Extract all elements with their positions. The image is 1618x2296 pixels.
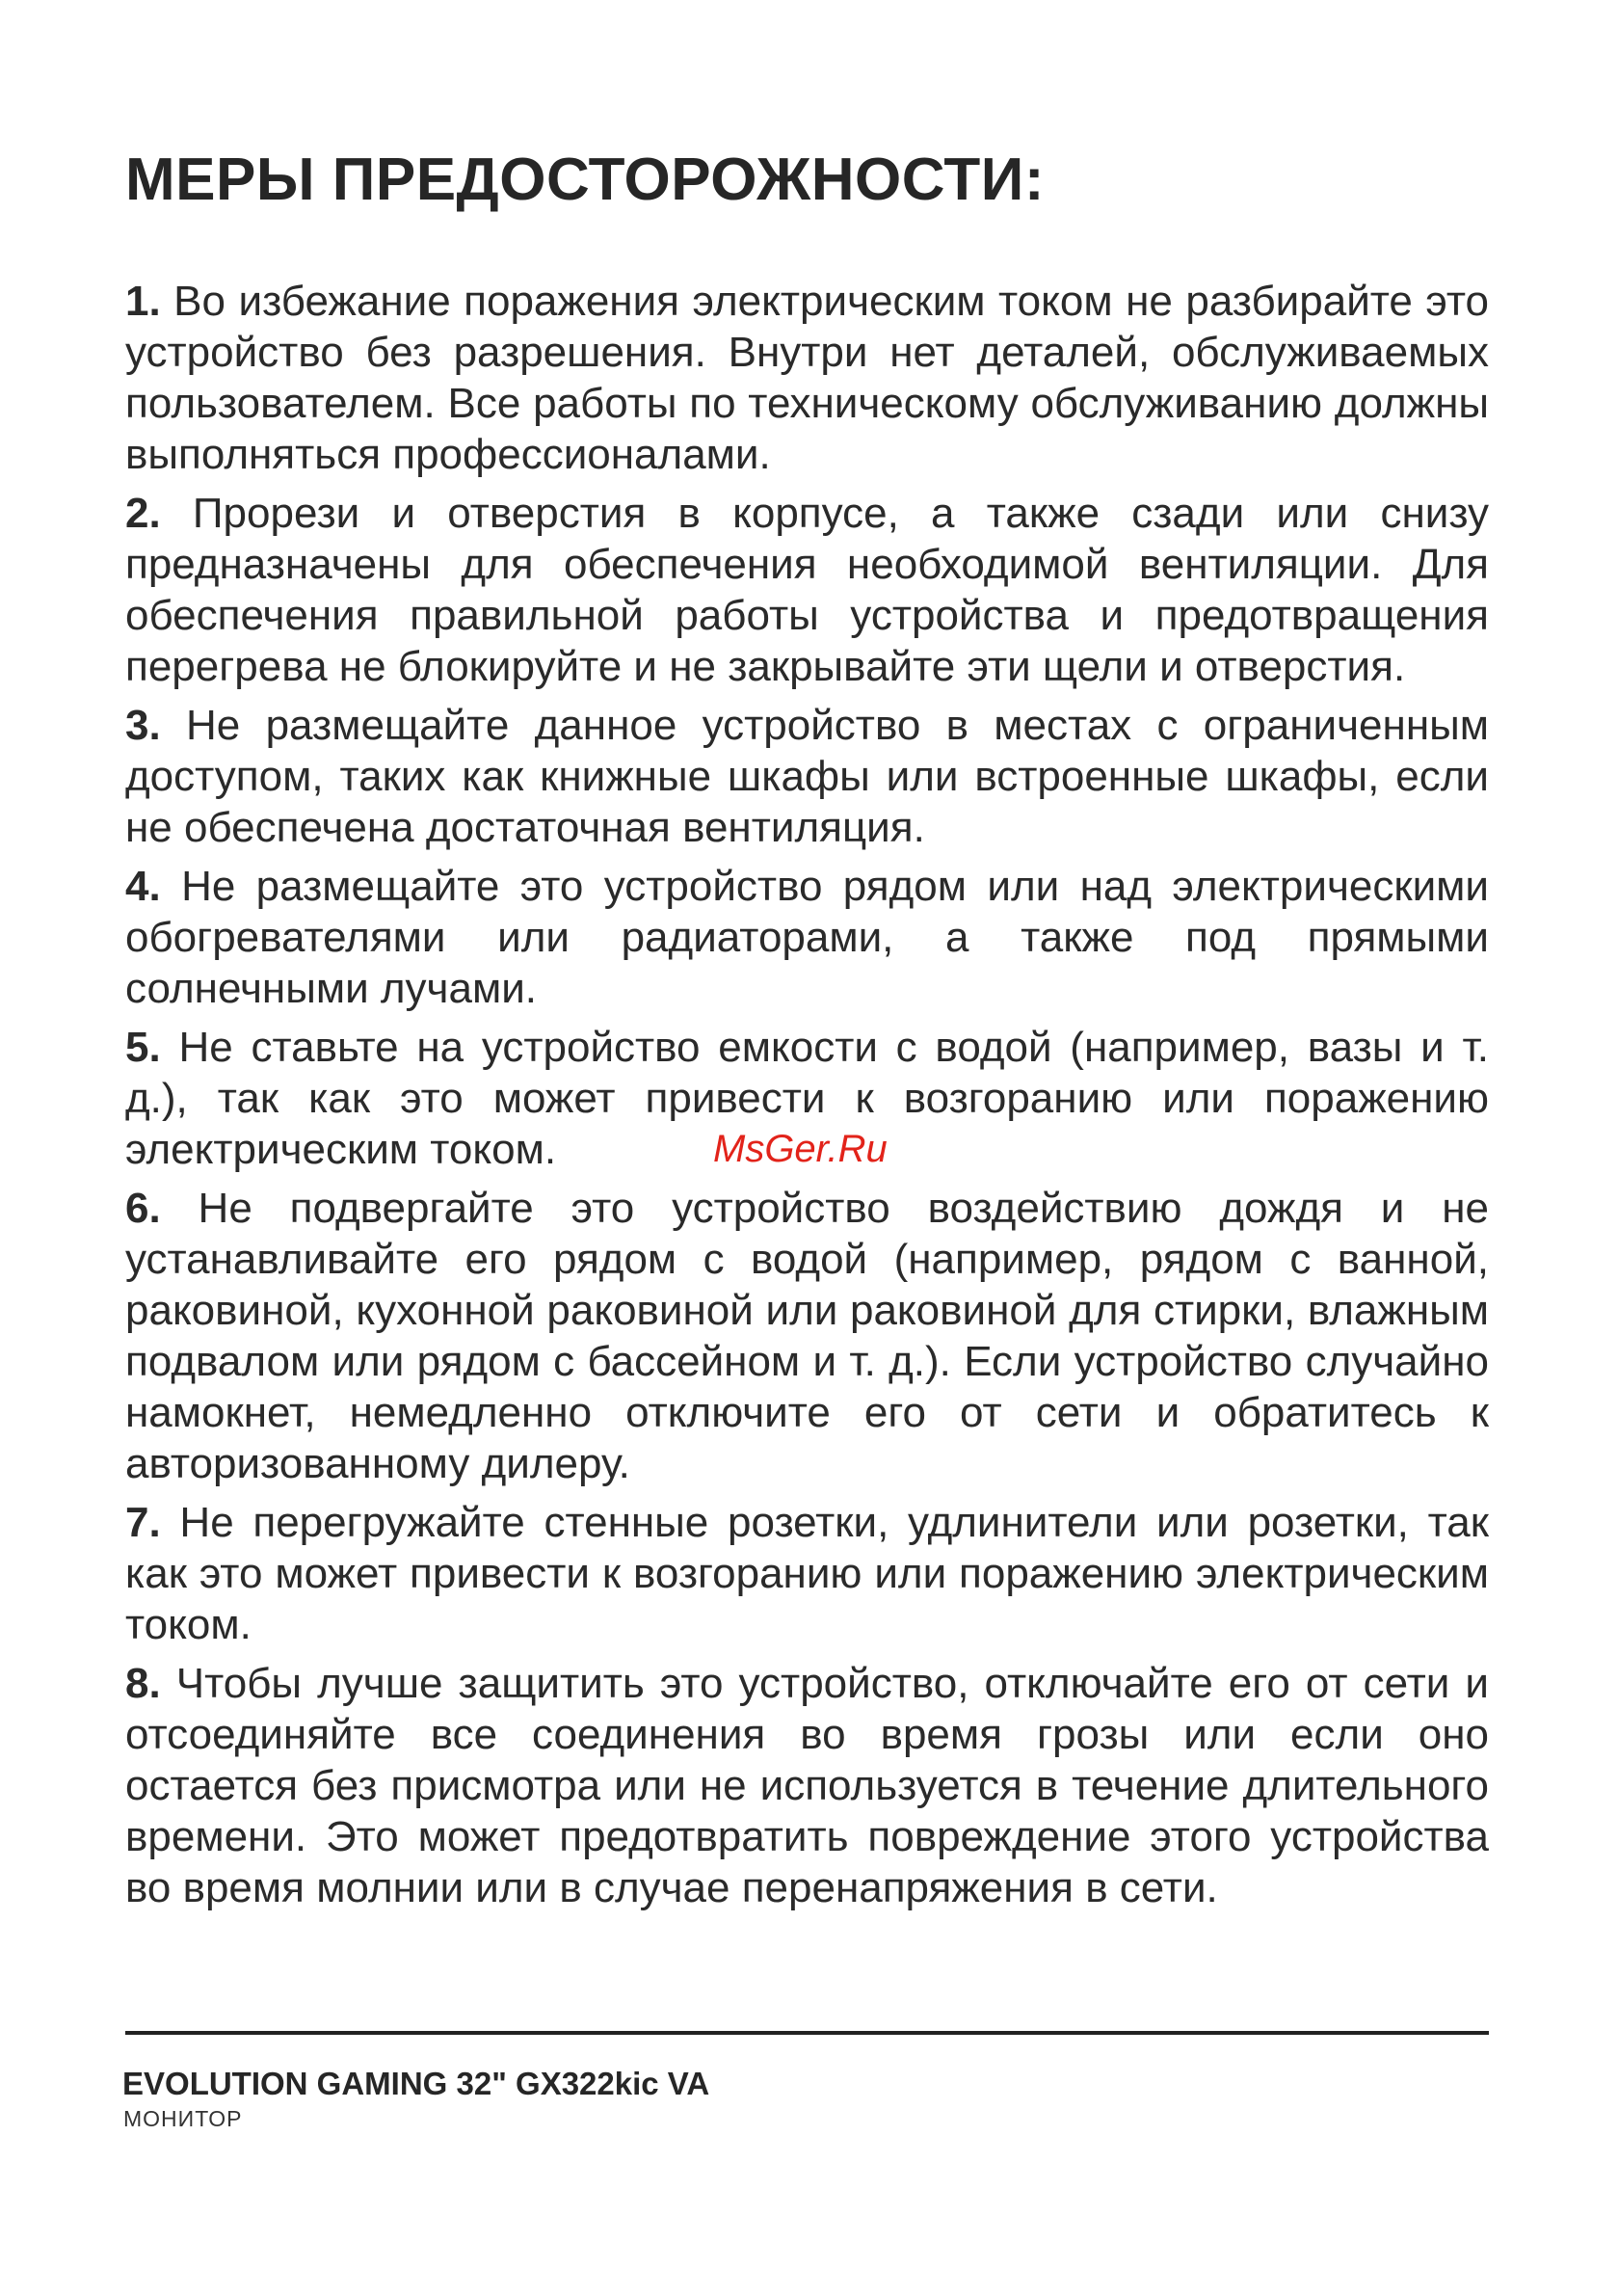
- item-text: Чтобы лучше защитить это устройство, отключайте его от сети и отсоединяйте все соединения во время грозы или если оно остается без присмотра или не используется в течение длительного времени. Это может предотвратить повреждение этого устройства во время молнии или в случае перенапряжения в сети.: [125, 1660, 1489, 1912]
- footer-model: EVOLUTION GAMING 32" GX322kic VA: [122, 2066, 710, 2101]
- safety-item-3: [125, 700, 1489, 853]
- footer-product-type: МОНИТОР: [123, 2106, 243, 2131]
- item-text: Не ставьте на устройство емкости с водой (например, вазы и т. д.), так как это может привести к возгоранию или поражению электрическим током.: [125, 1024, 1489, 1174]
- item-text: Прорези и отверстия в корпусе, а также сзади или снизу предназначены для обеспечения необходимой вентиляции. Для обеспечения правильной работы устройства и предотвращения перегрева не блокируйте и не закрывайте эти щели и отверстия.: [125, 490, 1489, 691]
- item-number: 7.: [125, 1499, 161, 1547]
- safety-item-8: [125, 1658, 1489, 1913]
- safety-item-2: [125, 488, 1489, 692]
- safety-item-1: [125, 276, 1489, 480]
- item-text: Не перегружайте стенные розетки, удлинители или розетки, так как это может привести к возгоранию или поражению электрическим током.: [125, 1499, 1489, 1649]
- safety-item-4: [125, 861, 1489, 1014]
- item-number: 1.: [125, 278, 161, 326]
- page-title: МЕРЫ ПРЕДОСТОРОЖНОСТИ:: [125, 147, 1046, 213]
- item-number: 3.: [125, 702, 161, 750]
- item-number: 2.: [125, 490, 161, 538]
- item-text: Не размещайте это устройство рядом или над электрическими обогревателями или радиаторами, а также под прямыми солнечными лучами.: [125, 863, 1489, 1013]
- item-number: 5.: [125, 1024, 161, 1072]
- document-page: [125, 145, 1489, 1921]
- footer-divider: [125, 2031, 1489, 2035]
- item-number: 4.: [125, 863, 161, 911]
- item-number: 6.: [125, 1185, 161, 1233]
- safety-item-6: [125, 1183, 1489, 1489]
- watermark: MsGer.Ru: [713, 1128, 888, 1170]
- item-text: Не размещайте данное устройство в местах с ограниченным доступом, таких как книжные шкафы или встроенные шкафы, если не обеспечена достаточная вентиляция.: [125, 702, 1489, 852]
- item-number: 8.: [125, 1660, 161, 1708]
- safety-item-7: [125, 1497, 1489, 1650]
- item-text: Не подвергайте это устройство воздействию дождя и не устанавливайте его рядом с водой (например, рядом с ванной, раковиной, кухонной раковиной или раковиной для стирки, влажным подвалом или рядом с бассейном и т. д.). Если устройство случайно намокнет, немедленно отключите его от сети и обратитесь к авторизованному дилеру.: [125, 1185, 1489, 1488]
- item-text: Во избежание поражения электрическим током не разбирайте это устройство без разрешения. Внутри нет деталей, обслуживаемых пользователем. Все работы по техническому обслуживанию должны выполняться профессионалами.: [125, 278, 1489, 479]
